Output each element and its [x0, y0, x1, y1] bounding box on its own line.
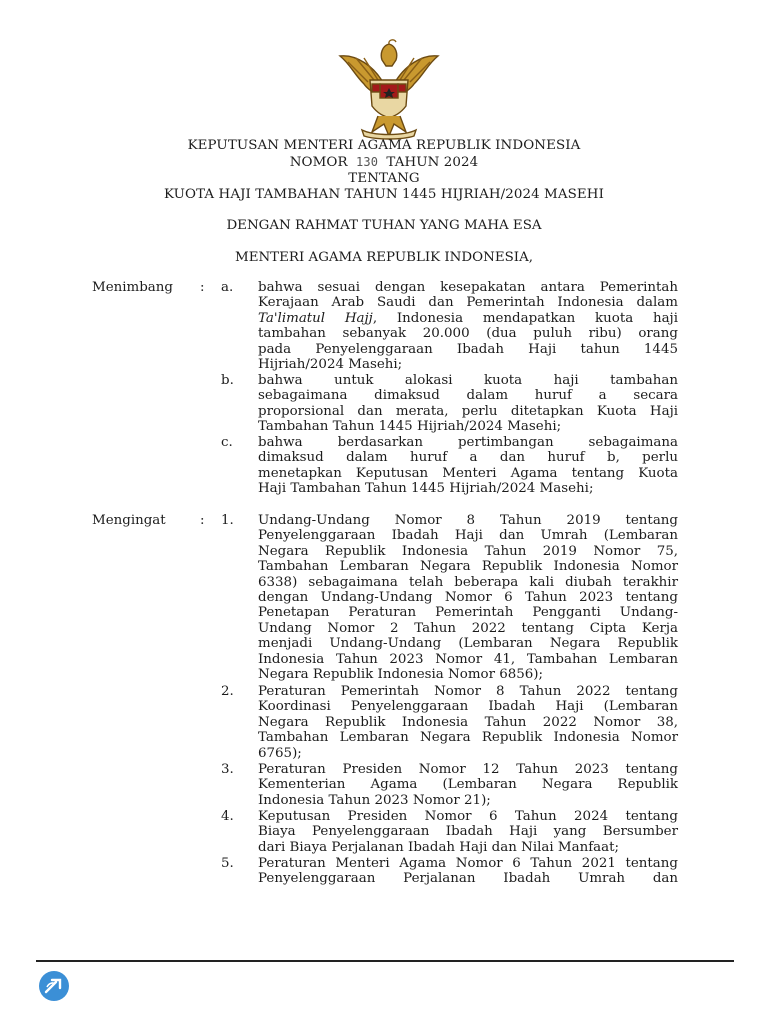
nomor-label: NOMOR — [289, 155, 348, 170]
decree-title: KEPUTUSAN MENTERI AGAMA REPUBLIK INDONESIA — [187, 138, 581, 153]
text-line: Tambahan Lembaran Negara Republik Indonesia Nomor — [258, 559, 678, 575]
document-header — [0, 138, 768, 203]
text-line: Kementerian Agama (Lembaran Negara Republik — [258, 777, 678, 793]
text-line: Hijriah/2024 Masehi; — [258, 356, 403, 372]
garuda-emblem — [334, 36, 444, 140]
text-line: Undang Nomor 2 Tahun 2022 tentang Cipta Kerja — [258, 620, 678, 636]
item-number: 3. — [221, 762, 234, 777]
text-line: 6338) sebagaimana telah beberapa kali diubah terakhir — [258, 574, 678, 590]
tentang-label: TENTANG — [348, 171, 420, 186]
text-line: pada Penyelenggaraan Ibadah Haji tahun 1445 — [258, 341, 678, 357]
item-number: b. — [221, 373, 234, 388]
text-line: proporsional dan merata, perlu ditetapkan Kuota Haji — [258, 403, 678, 419]
item-text — [258, 684, 678, 761]
item-number: 1. — [221, 513, 234, 528]
decree-number-line — [0, 154, 768, 171]
text-line: Undang-Undang Nomor 8 Tahun 2019 tentang — [258, 513, 678, 528]
text-line: Koordinasi Penyelenggaraan Ibadah Haji (Lembaran — [258, 699, 678, 715]
text-line: Penyelenggaraan Ibadah Haji dan Umrah (Lembaran — [258, 528, 678, 544]
text-line: Penyelenggaraan Perjalanan Ibadah Umrah dan — [258, 871, 678, 887]
document-badge-icon — [38, 970, 70, 1002]
text-line: Indonesia Tahun 2023 Nomor 21); — [258, 792, 491, 808]
mengingat-colon: : — [200, 513, 205, 528]
item-text — [258, 435, 678, 497]
text-line: Tambahan Tahun 1445 Hijriah/2024 Masehi; — [258, 419, 562, 435]
decree-subject: KUOTA HAJI TAMBAHAN TAHUN 1445 HIJRIAH/2024 MASEHI — [164, 187, 604, 202]
text-line: Biaya Penyelenggaraan Ibadah Haji yang Bersumber — [258, 824, 678, 840]
text-line: Keputusan Presiden Nomor 6 Tahun 2024 tentang — [258, 809, 678, 824]
text-line: Penetapan Peraturan Pemerintah Pengganti Undang- — [258, 605, 678, 621]
text-line: tambahan sebanyak 20.000 (dua puluh ribu) orang — [258, 326, 678, 342]
item-number: 5. — [221, 856, 234, 871]
text-line: Peraturan Pemerintah Nomor 8 Tahun 2022 tentang — [258, 684, 678, 699]
item-number: 2. — [221, 684, 234, 699]
text-line: menjadi Undang-Undang (Lembaran Negara Republik — [258, 636, 678, 652]
text-line: 6765); — [258, 745, 302, 761]
talimatul-hajj-italic: Ta'limatul Hajj — [258, 310, 373, 326]
text-line: bahwa sesuai dengan kesepakatan antara Pemerintah — [258, 280, 678, 295]
item-text — [258, 762, 678, 808]
tahun-label: TAHUN 2024 — [386, 155, 479, 170]
item-text — [258, 809, 678, 855]
rahmat-line: DENGAN RAHMAT TUHAN YANG MAHA ESA — [226, 218, 542, 233]
footer-divider — [36, 960, 734, 962]
item-text — [258, 513, 678, 682]
menimbang-label: Menimbang — [92, 280, 173, 295]
menteri-line: MENTERI AGAMA REPUBLIK INDONESIA, — [234, 250, 533, 265]
text-line: bahwa untuk alokasi kuota haji tambahan — [258, 373, 678, 388]
menimbang-colon: : — [200, 280, 205, 295]
item-number: 4. — [221, 809, 234, 824]
text-line: Negara Republik Indonesia Nomor 6856); — [258, 666, 544, 682]
item-text — [258, 280, 678, 372]
text-line: Peraturan Presiden Nomor 12 Tahun 2023 tentang — [258, 762, 678, 777]
text-line: Indonesia Tahun 2023 Nomor 41, Tambahan Lembaran — [258, 651, 678, 667]
text-line: Negara Republik Indonesia Tahun 2022 Nomor 38, — [258, 714, 678, 730]
item-text — [258, 856, 678, 887]
item-text — [258, 373, 678, 435]
text-line: bahwa berdasarkan pertimbangan sebagaimana — [258, 435, 678, 450]
item-number: a. — [221, 280, 234, 295]
text-line: dimaksud dalam huruf a dan huruf b, perlu — [258, 450, 678, 466]
text-line: sebagaimana dimaksud dalam huruf a secara — [258, 388, 678, 404]
text-line: Peraturan Menteri Agama Nomor 6 Tahun 2021 tentang — [258, 856, 678, 871]
text-line: menetapkan Keputusan Menteri Agama tentang Kuota — [258, 465, 678, 481]
text-line: Tambahan Lembaran Negara Republik Indonesia Nomor — [258, 730, 678, 746]
mengingat-label: Mengingat — [92, 513, 166, 528]
text-line: Negara Republik Indonesia Tahun 2019 Nomor 75, — [258, 543, 678, 559]
text-line: dengan Undang-Undang Nomor 6 Tahun 2023 tentang — [258, 589, 678, 605]
item-number: c. — [221, 435, 233, 450]
nomor-value: 130 — [356, 155, 379, 169]
text-line: Haji Tambahan Tahun 1445 Hijriah/2024 Masehi; — [258, 481, 594, 497]
text-line: Ta'limatul Hajj, Indonesia mendapatkan kuota haji — [258, 310, 678, 326]
text-line: dari Biaya Perjalanan Ibadah Haji dan Nilai Manfaat; — [258, 839, 620, 855]
text-line: Kerajaan Arab Saudi dan Pemerintah Indonesia dalam — [258, 295, 678, 311]
